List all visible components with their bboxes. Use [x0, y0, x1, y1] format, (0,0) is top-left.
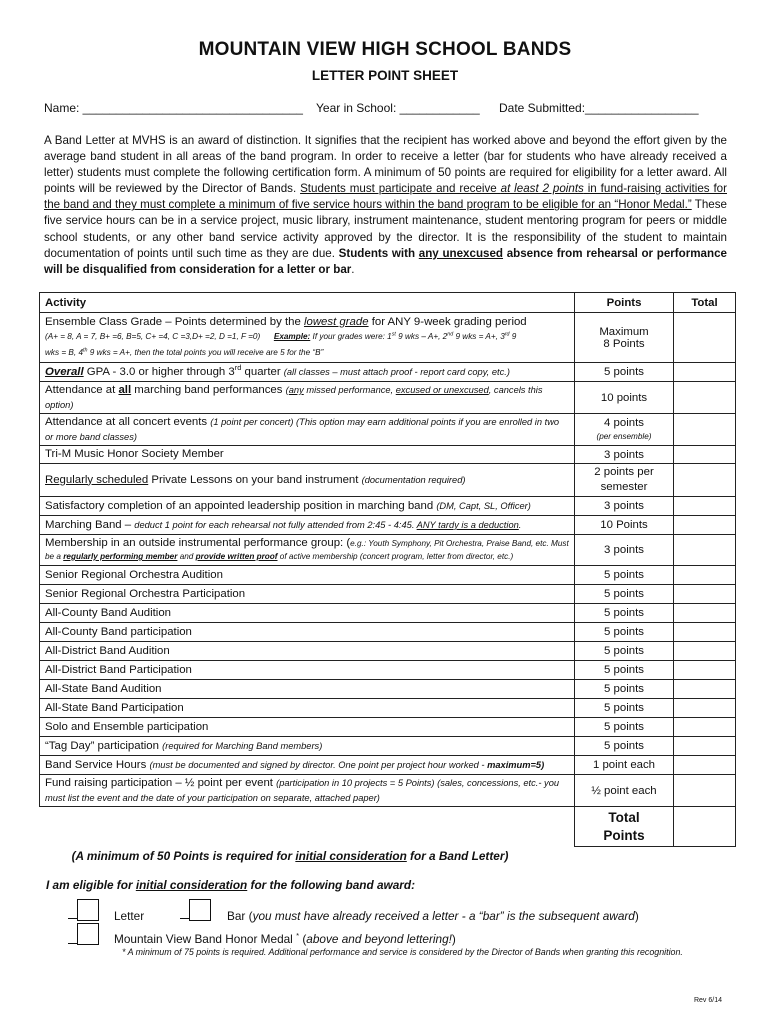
table-row: [40, 585, 736, 604]
activity-detail: e.g.: Youth Symphony, Pit Orchestra, Praise Band, etc. Must: [350, 539, 569, 548]
table-row: [40, 680, 736, 699]
total-cell[interactable]: [674, 642, 736, 661]
total-cell[interactable]: [674, 363, 736, 382]
intro-underline-1: Students must participate and receive: [300, 182, 501, 196]
total-cell[interactable]: [674, 313, 736, 363]
points-cell: 5 points: [575, 699, 674, 718]
total-label-1: Total: [608, 809, 640, 825]
letter-option-label: Letter: [114, 909, 145, 923]
points-cell: 5 points: [575, 642, 674, 661]
activity-italic: Overall: [45, 365, 84, 378]
total-cell[interactable]: [674, 464, 736, 497]
points-cell: 5 points: [575, 585, 674, 604]
grade-scale: (A+ = 8, A = 7, B+ =6, B=5, C+ =4, C =3,D+ =2, D =1, F =0): [45, 332, 261, 342]
min-underline: initial consideration: [295, 849, 407, 863]
activity-detail-2: [45, 552, 513, 561]
d5: of active membership (concert program, letter from director, etc.): [277, 552, 514, 561]
points-cell: 5 points: [575, 680, 674, 699]
points-cell: 3 points: [575, 446, 674, 464]
honor-medal-checkbox[interactable]: [77, 923, 99, 945]
table-row: [40, 642, 736, 661]
d2: regularly performing member: [63, 552, 178, 561]
ex-3-sup: rd: [504, 331, 510, 338]
table-row: [40, 464, 736, 497]
elig-text-2: for the following band award:: [247, 878, 416, 892]
activity-text: Satisfactory completion of an appointed leadership position in marching band: [45, 499, 437, 512]
activity-detail-end: .: [518, 519, 522, 530]
points-cell: ½ point each: [575, 775, 674, 807]
d4: excused or unexcused: [395, 385, 489, 395]
year-in-school-field[interactable]: Year in School: ____________: [316, 101, 480, 115]
ex-2-sup: nd: [447, 331, 454, 338]
medal-text-2: (: [299, 932, 307, 946]
total-label-2: Points: [603, 827, 645, 843]
intro-bold-1: Students with: [338, 246, 419, 260]
activity-cell: All-County Band participation: [40, 623, 575, 642]
activity-text: Fund raising participation – ½ point per event: [45, 777, 277, 789]
activity-detail: (DM, Capt, SL, Officer): [436, 500, 531, 511]
activity-underline: Regularly scheduled: [45, 473, 149, 486]
total-cell[interactable]: [674, 604, 736, 623]
medal-text-3: ): [451, 932, 456, 946]
page-title: MOUNTAIN VIEW HIGH SCHOOL BANDS: [198, 39, 572, 60]
activity-cell: [40, 756, 575, 775]
student-info-fields: [44, 101, 734, 117]
points-cell: 1 point each: [575, 756, 674, 775]
table-row: [40, 446, 736, 464]
activity-cell: Tri-M Music Honor Society Member: [40, 446, 575, 464]
revision-label: Rev 6/14: [693, 997, 722, 1004]
intro-text-1: A Band Letter at MVHS is an award of distinction. It signifies that the recipient has worked above and beyond the effort given by the average band student in all areas of the band program. In order to receive a letter (bar for students who have already received a letter) students must complete the following certification form. A minimum of 50 points are required for eligibility for a letter award. All points will be reviewed by the Director of Bands.: [44, 134, 727, 196]
bar-checkbox-line: [180, 918, 189, 919]
activity-cell: [40, 516, 575, 535]
table-row: [40, 313, 736, 363]
ex-6: 9 wks = A+, then the total points you will receive are 5 for the “B”: [87, 347, 324, 357]
intro-bold-underline: any unexcused: [418, 246, 504, 260]
points-cell: 5 points: [575, 661, 674, 680]
activity-text-2: marching band performances: [131, 384, 286, 396]
header-total: Total: [674, 293, 736, 313]
table-row: [40, 775, 736, 807]
points-cell: 10 Points: [575, 516, 674, 535]
total-cell[interactable]: [674, 585, 736, 604]
activity-text: Private Lessons on your band instrument: [148, 473, 362, 486]
table-row: [40, 718, 736, 737]
grand-total-cell[interactable]: [674, 807, 736, 847]
activity-detail: [45, 332, 516, 357]
table-row: [40, 535, 736, 566]
points-cell: 5 points: [575, 363, 674, 382]
activity-cell: Senior Regional Orchestra Participation: [40, 585, 575, 604]
empty-cell: [40, 807, 575, 847]
total-cell[interactable]: [674, 661, 736, 680]
intro-underline-italic: at least 2 points: [500, 182, 584, 196]
points-cell: 3 points: [575, 535, 674, 566]
total-cell[interactable]: [674, 566, 736, 585]
d1: be a: [45, 552, 64, 561]
ex-1: If your grades were: 1: [310, 332, 392, 342]
min-text-2: for a Band Letter): [406, 849, 509, 863]
minimum-points-note: [0, 849, 580, 863]
points-cell: 5 points: [575, 718, 674, 737]
honor-medal-option-label: [114, 932, 456, 946]
medal-text-1: Mountain View Band Honor Medal: [114, 932, 297, 946]
honor-medal-footnote: * A minimum of 75 points is required. Additional performance and service is considered by the Director of Bands when granting this recognition.: [122, 947, 683, 957]
activity-text: Attendance at all concert events: [45, 416, 211, 428]
points-cell: 5 points: [575, 604, 674, 623]
d4: provide written proof: [195, 552, 278, 561]
table-row: [40, 516, 736, 535]
activity-detail: (all classes – must attach proof - report card copy, etc.): [283, 366, 510, 377]
total-cell[interactable]: [674, 737, 736, 756]
ex-4: 9: [509, 332, 517, 342]
intro-underline-2: in fund-raising activities for the band and they must complete a minimum of five service hours within the band program to be eligible for an “Honor Medal.”: [44, 182, 727, 212]
intro-end: .: [351, 262, 355, 276]
medal-checkbox-line: [68, 943, 77, 944]
activity-detail: (must be documented and signed by director. One point per project hour worked -: [149, 759, 488, 770]
activity-underline: lowest grade: [303, 315, 369, 328]
activity-cell: Senior Regional Orchestra Audition: [40, 566, 575, 585]
table-row: [40, 737, 736, 756]
activity-cell: [40, 313, 575, 363]
points-table: [39, 292, 736, 847]
activity-cell: [40, 737, 575, 756]
letter-checkbox-line: [68, 918, 77, 919]
activity-cell: All-District Band Audition: [40, 642, 575, 661]
ex-5-sup: th: [83, 347, 88, 354]
activity-text-2: quarter: [241, 365, 284, 378]
activity-cell: [40, 464, 575, 497]
table-row: [40, 661, 736, 680]
table-row: [40, 382, 736, 414]
total-cell[interactable]: [674, 756, 736, 775]
table-row: [40, 756, 736, 775]
points-value-2: semester: [600, 481, 648, 493]
total-cell[interactable]: [674, 775, 736, 807]
ex-2: 9 wks – A+, 2: [395, 332, 448, 342]
table-row: [40, 604, 736, 623]
medal-asterisk: *: [296, 931, 300, 941]
table-row: [40, 497, 736, 516]
d3: missed performance,: [303, 385, 396, 395]
activity-text: Ensemble Class Grade – Points determined by the: [45, 315, 304, 328]
page-subtitle: LETTER POINT SHEET: [311, 68, 459, 83]
activity-cell: All-State Band Participation: [40, 699, 575, 718]
table-row: [40, 699, 736, 718]
table-header-row: [40, 293, 736, 313]
activity-detail: (1 point per concert) (This option may earn additional points if you are enrolled in two or more band classes): [45, 417, 560, 442]
total-cell[interactable]: [674, 699, 736, 718]
activity-text: “Tag Day” participation: [45, 739, 163, 752]
points-cell: [575, 464, 674, 497]
points-note: (per ensemble): [596, 431, 652, 441]
activity-text: Attendance at: [45, 384, 119, 396]
table-row: [40, 623, 736, 642]
elig-underline: initial consideration: [135, 878, 248, 892]
activity-cell: [40, 414, 575, 446]
total-cell[interactable]: [674, 382, 736, 414]
ex-1-sup: st: [391, 331, 396, 338]
total-cell[interactable]: [674, 623, 736, 642]
activity-underline: all: [118, 384, 132, 396]
d1: (: [285, 385, 289, 395]
bar-text-1: Bar (: [227, 909, 253, 923]
activity-detail: deduct 1 point for each rehearsal not fully attended from 2:45 - 4:45.: [134, 519, 417, 530]
total-cell[interactable]: [674, 516, 736, 535]
total-cell[interactable]: [674, 680, 736, 699]
points-value: Maximum: [599, 325, 649, 338]
example-label: Example:: [273, 332, 311, 342]
points-cell: [575, 414, 674, 446]
points-cell: 5 points: [575, 737, 674, 756]
activity-cell: [40, 535, 575, 566]
intro-text-2: These five service hours can be in a service project, music library, instrument maintenance, student mentoring program for peers or middle school students, or any other band service activity approved by the director. It is the responsibility of the student to maintain documentation of points until such time as they are due.: [44, 198, 728, 260]
bar-text-italic: you must have already received a letter - a “bar” is the subsequent award: [252, 909, 635, 923]
activity-text: GPA - 3.0 or higher through 3: [83, 365, 235, 378]
activity-cell: [40, 775, 575, 807]
total-cell[interactable]: [674, 718, 736, 737]
d2: any: [288, 385, 304, 395]
activity-cell: All-County Band Audition: [40, 604, 575, 623]
activity-cell: All-State Band Audition: [40, 680, 575, 699]
activity-text: Membership in an outside instrumental performance group: (: [45, 537, 351, 549]
points-cell: 3 points: [575, 497, 674, 516]
ex-3: 9 wks = A+, 3: [453, 332, 505, 342]
total-cell[interactable]: [674, 497, 736, 516]
name-field[interactable]: Name: _________________________________: [44, 101, 303, 115]
bar-checkbox[interactable]: [189, 899, 211, 921]
activity-cell: Solo and Ensemble participation: [40, 718, 575, 737]
total-points-label: [575, 807, 674, 847]
points-value-2: 8 Points: [603, 337, 645, 350]
header-activity: Activity: [40, 293, 575, 313]
date-submitted-field[interactable]: Date Submitted:_________________: [499, 101, 699, 115]
points-cell: 5 points: [575, 566, 674, 585]
medal-text-italic: above and beyond lettering!: [306, 932, 452, 946]
activity-cell: [40, 382, 575, 414]
eligibility-statement: [46, 878, 415, 892]
activity-detail-underline: ANY tardy is a deduction: [416, 519, 519, 530]
elig-text-1: I am eligible for: [46, 878, 136, 892]
activity-text: Band Service Hours: [45, 758, 150, 771]
d5: , cancels this option): [45, 385, 543, 410]
activity-text: Marching Band –: [45, 518, 135, 531]
d3: and: [177, 552, 196, 561]
activity-detail: (participation in 10 projects = 5 Points) (sales, concessions, etc.- you must list the event and the date of your participation on separate, attached paper): [45, 778, 560, 803]
min-text-1: (A minimum of 50 Points is required for: [71, 849, 296, 863]
activity-detail: (documentation required): [361, 474, 466, 485]
activity-cell: All-District Band Participation: [40, 661, 575, 680]
points-cell: 5 points: [575, 623, 674, 642]
activity-cell: [40, 497, 575, 516]
table-row: [40, 363, 736, 382]
activity-detail-bold: maximum=5): [487, 759, 545, 770]
total-points-row: [40, 807, 736, 847]
bar-text-2: ): [634, 909, 639, 923]
points-value: 4 points: [604, 416, 644, 429]
activity-detail: (required for Marching Band members): [162, 740, 323, 751]
activity-text-2: for ANY 9-week grading period: [368, 315, 527, 328]
total-cell[interactable]: [674, 414, 736, 446]
total-cell[interactable]: [674, 535, 736, 566]
points-cell: [575, 313, 674, 363]
table-row: [40, 414, 736, 446]
header-points: Points: [575, 293, 674, 313]
letter-checkbox[interactable]: [77, 899, 99, 921]
activity-sup: rd: [234, 362, 242, 372]
points-value: 2 points per: [594, 466, 654, 478]
table-row: [40, 566, 736, 585]
activity-cell: [40, 363, 575, 382]
points-cell: 10 points: [575, 382, 674, 414]
intro-paragraph: [44, 133, 727, 278]
intro-bold-2: absence from rehearsal or performance will be disqualified from consideration for a letter or bar: [44, 246, 727, 276]
bar-option-label: [227, 909, 639, 923]
total-cell[interactable]: [674, 446, 736, 464]
ex-5: wks = B, 4: [45, 347, 83, 357]
